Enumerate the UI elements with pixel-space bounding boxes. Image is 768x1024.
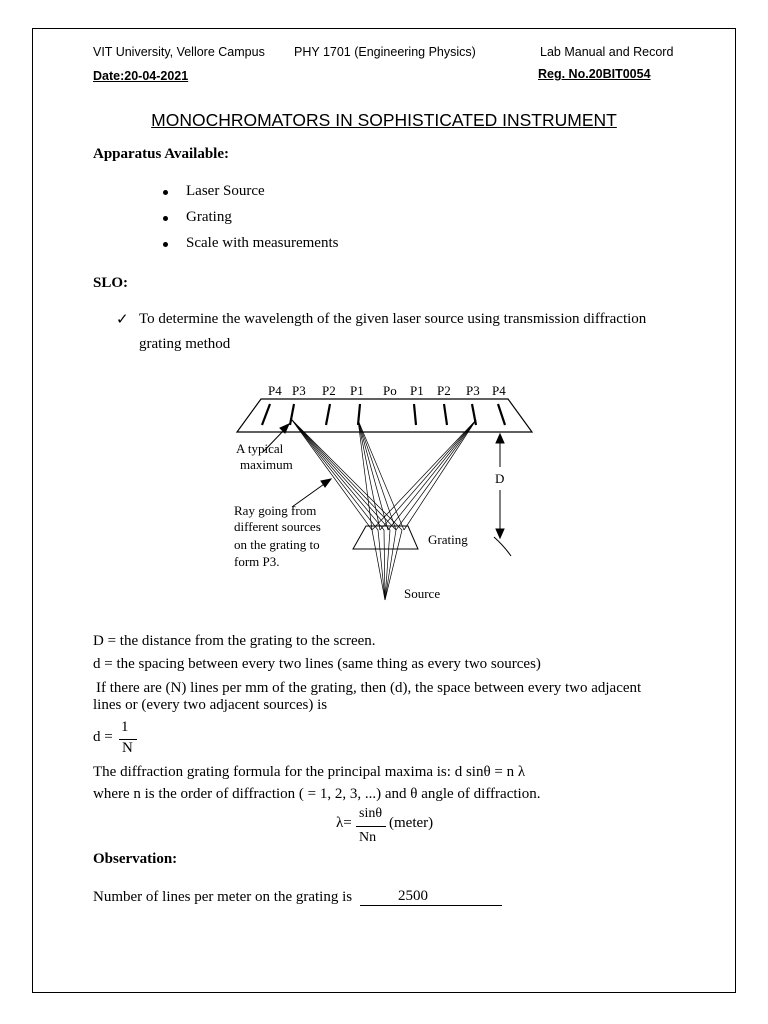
lambda-unit: (meter): [389, 815, 434, 831]
apparatus-item: Scale with measurements: [186, 235, 339, 251]
curve-mark: [494, 537, 511, 556]
def-n-line1: If there are (N) lines per mm of the grating, then (d), the space between every two adjacent: [96, 680, 642, 696]
d-equation-lhs: d =: [93, 729, 113, 745]
fig-label-p2-right: P2: [437, 383, 451, 398]
def-n-line2: lines or (every two adjacent sources) is: [93, 697, 328, 713]
fig-label-po: Po: [383, 383, 397, 398]
fig-label-p4-right: P4: [492, 383, 506, 398]
slo-text-line2: grating method: [139, 336, 231, 352]
header-reg-no: Reg. No.20BIT0054: [538, 67, 651, 81]
header-course: PHY 1701 (Engineering Physics): [294, 45, 476, 59]
fig-label-ray-4: form P3.: [234, 554, 280, 569]
formula-line: The diffraction grating formula for the principal maxima is: d sinθ = n λ: [93, 764, 526, 780]
slo-text-line1: To determine the wavelength of the given laser source using transmission diffraction: [139, 311, 647, 327]
fig-label-p1-right: P1: [410, 383, 424, 398]
grating-shape: [353, 526, 418, 549]
fig-label-p3-left: P3: [292, 383, 306, 398]
fig-label-p3-right: P3: [466, 383, 480, 398]
apparatus-item: Laser Source: [186, 183, 265, 199]
def-d: d = the spacing between every two lines (same thing as every two sources): [93, 656, 541, 672]
fig-label-p1-left: P1: [350, 383, 364, 398]
lambda-numerator: sinθ: [359, 806, 383, 821]
fig-label-p4-left: P4: [268, 383, 282, 398]
ray-lines: [292, 420, 476, 600]
lambda-lhs: λ=: [336, 815, 352, 831]
fig-label-typical-2: maximum: [240, 457, 293, 472]
def-D: D = the distance from the grating to the screen.: [93, 633, 376, 649]
page-title: MONOCHROMATORS IN SOPHISTICATED INSTRUMENT: [151, 110, 617, 130]
distance-arrow: [496, 434, 504, 538]
fig-label-ray-2: different sources: [234, 519, 321, 534]
where-line: where n is the order of diffraction ( = 1, 2, 3, ...) and θ angle of diffraction.: [93, 786, 541, 802]
fig-label-grating: Grating: [428, 532, 468, 547]
answer-underline: [360, 905, 502, 906]
observation-line-label: Number of lines per meter on the grating is: [93, 889, 353, 905]
observation-value: 2500: [398, 888, 428, 904]
slo-heading: SLO:: [93, 275, 129, 291]
d-equation-denominator: N: [122, 740, 133, 756]
fig-label-distance: D: [495, 471, 505, 486]
header-date: Date:20-04-2021: [93, 69, 189, 83]
checkmark-icon: ✓: [116, 312, 129, 328]
maxima-marks: [262, 404, 505, 425]
observation-heading: Observation:: [93, 851, 178, 867]
d-equation-numerator: 1: [121, 719, 129, 735]
header-university: VIT University, Vellore Campus: [93, 45, 265, 59]
header-manual: Lab Manual and Record: [540, 45, 674, 59]
fig-label-ray-1: Ray going from: [234, 503, 317, 518]
fraction-bar: [356, 826, 386, 827]
fig-label-p2-left: P2: [322, 383, 336, 398]
fig-label-source: Source: [404, 586, 441, 601]
apparatus-item: Grating: [186, 209, 232, 225]
lambda-denominator: Nn: [359, 830, 377, 845]
apparatus-heading: Apparatus Available:: [93, 146, 229, 162]
fig-label-ray-3: on the grating to: [234, 537, 320, 552]
fig-label-typical-1: A typical: [236, 441, 284, 456]
